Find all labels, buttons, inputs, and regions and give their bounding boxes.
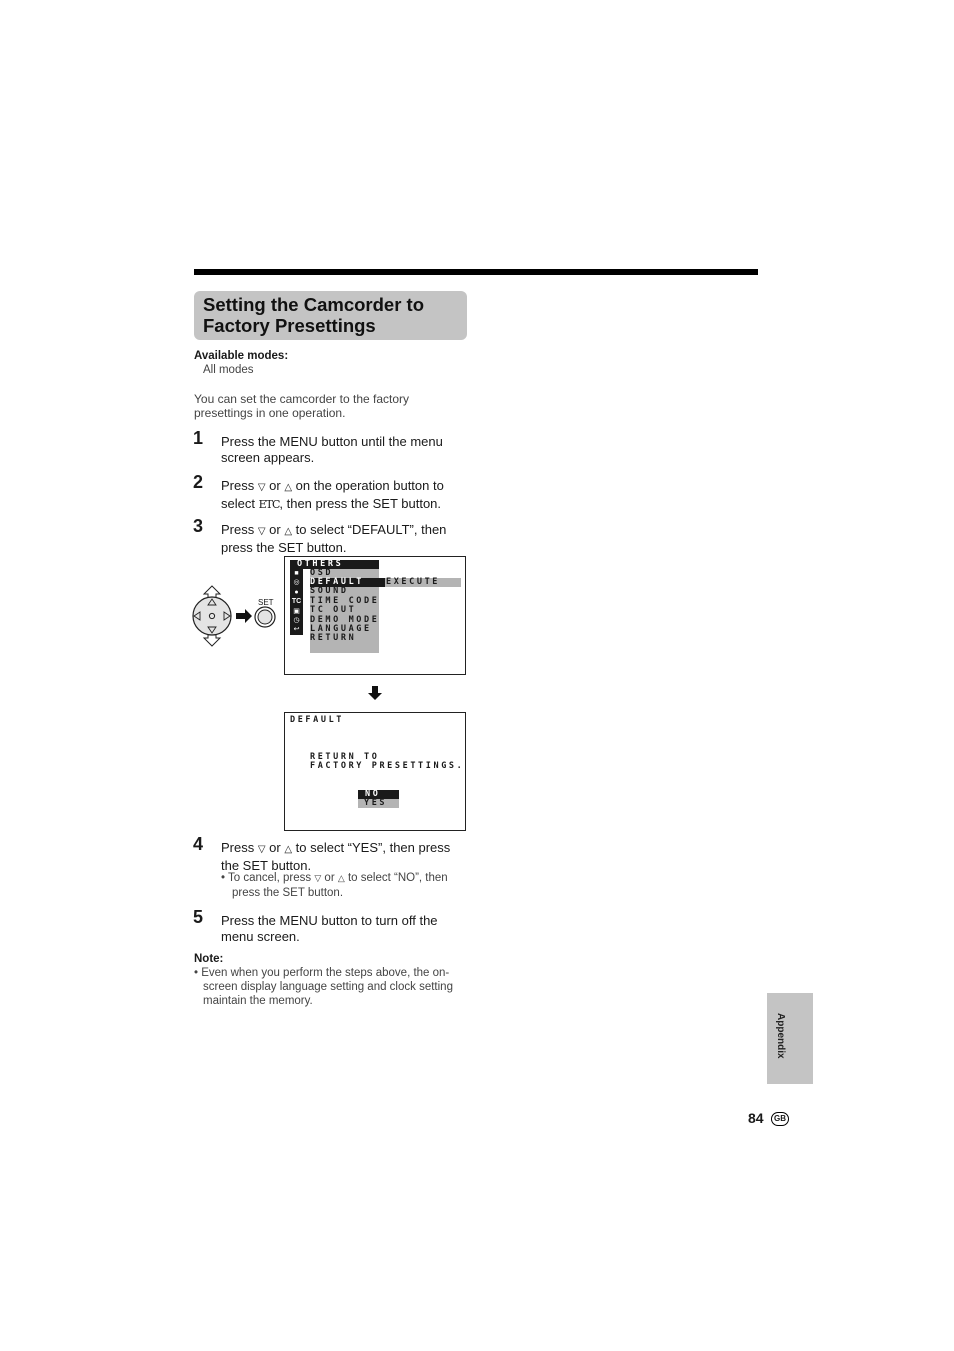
set-button-label: SET xyxy=(258,598,274,607)
pad-up-arrow xyxy=(204,586,220,598)
menu-item-osd: OSD xyxy=(310,568,334,578)
step-3-text xyxy=(221,522,471,555)
page-number: 84 xyxy=(748,1110,764,1126)
region-gb-icon: GB xyxy=(771,1112,789,1126)
tc-icon: TC xyxy=(291,598,302,606)
etc-icon: ETC xyxy=(258,497,280,511)
menu-screen-others xyxy=(284,556,466,675)
step-5-number: 5 xyxy=(193,907,204,927)
step-4-sub-or: or xyxy=(321,872,338,884)
confirm-option-yes: YES xyxy=(364,798,388,808)
operation-pad-circle xyxy=(193,597,231,635)
pad-down-arrow xyxy=(204,634,220,646)
step-2-number: 2 xyxy=(193,472,204,492)
step-4-sub-a: • To cancel, press xyxy=(221,872,315,884)
menu-icon-column xyxy=(290,569,303,635)
menu-item-tc-out: TC OUT xyxy=(310,605,357,615)
top-rule xyxy=(194,269,758,275)
menu-item-sound: SOUND xyxy=(310,586,349,596)
note-text: • Even when you perform the steps above, the on-screen display language setting and clock setting maintain the memory. xyxy=(194,967,453,1007)
arrow-down-icon xyxy=(367,685,383,701)
confirm-message-line1: RETURN TO xyxy=(310,752,380,762)
confirm-message-line2: FACTORY PRESETTINGS. xyxy=(310,761,465,771)
film-icon: ◎ xyxy=(293,579,300,587)
step-2-text-c: , then press the SET button. xyxy=(279,495,442,511)
up-arrow-icon: △ xyxy=(284,844,293,855)
available-modes-value: All modes xyxy=(203,364,254,376)
set-button-inner xyxy=(258,610,272,624)
step-4-cancel-note xyxy=(221,871,471,900)
menu-item-time-code: TIME CODE xyxy=(310,596,380,606)
step-4-number: 4 xyxy=(193,834,204,854)
operation-button-diagram xyxy=(190,582,285,650)
menu-header: OTHERS xyxy=(297,559,344,569)
section-title-box xyxy=(194,291,467,340)
section-title-line1: Setting the Camcorder to xyxy=(203,294,424,315)
step-3-number: 3 xyxy=(193,516,204,536)
confirm-header: DEFAULT xyxy=(290,715,345,725)
menu-item-demo-mode: DEMO MODE xyxy=(310,615,380,625)
clock-icon: ◷ xyxy=(293,616,300,624)
up-arrow-icon: △ xyxy=(284,526,293,537)
down-arrow-icon: ▽ xyxy=(257,526,266,537)
menu-item-default: DEFAULT xyxy=(310,577,365,587)
step-4-or: or xyxy=(265,840,285,855)
step-4-text xyxy=(221,840,471,873)
step-4-text-a: Press xyxy=(221,840,258,855)
up-arrow-icon: △ xyxy=(337,873,345,883)
confirm-screen-default xyxy=(284,712,466,831)
menu-item-return: RETURN xyxy=(310,633,357,643)
intro-text: You can set the camcorder to the factory presettings in one operation. xyxy=(194,392,410,420)
person-icon: ● xyxy=(294,588,299,596)
appendix-label: Appendix xyxy=(775,1013,786,1059)
down-arrow-icon: ▽ xyxy=(257,844,266,855)
camera-icon: ■ xyxy=(294,570,299,577)
step-3-or: or xyxy=(265,522,285,537)
down-arrow-icon: ▽ xyxy=(314,873,322,883)
step-1-number: 1 xyxy=(193,428,204,448)
step-4-text-b: to select “YES”, then press the SET button. xyxy=(221,840,451,873)
note-label: Note: xyxy=(194,953,224,965)
section-title-line2: Factory Presettings xyxy=(203,315,376,336)
down-arrow-icon: ▽ xyxy=(257,482,266,493)
available-modes-label: Available modes: xyxy=(194,350,289,362)
menu-item-language: LANGUAGE xyxy=(310,624,372,634)
step-2-text xyxy=(221,478,471,512)
step-5-text: Press the MENU button to turn off the menu screen. xyxy=(221,913,438,944)
menu-option-execute: EXECUTE xyxy=(386,577,441,587)
step-3-text-a: Press xyxy=(221,522,258,537)
arrow-right-icon xyxy=(236,609,252,623)
appendix-side-tab xyxy=(767,993,813,1084)
step-2-text-b: on the operation button to select xyxy=(221,478,444,511)
confirm-option-no: NO xyxy=(365,789,381,799)
step-2-or: or xyxy=(265,478,285,493)
cassette-icon: ▣ xyxy=(293,607,300,615)
step-4-sub-b: to select “NO”, then press the SET button. xyxy=(232,872,448,899)
step-2-text-a: Press xyxy=(221,478,258,493)
step-1-text: Press the MENU button until the menu screen appears. xyxy=(221,434,443,465)
up-arrow-icon: △ xyxy=(284,482,293,493)
step-3-text-b: to select “DEFAULT”, then press the SET button. xyxy=(221,522,447,555)
return-icon: ↩ xyxy=(293,626,300,634)
